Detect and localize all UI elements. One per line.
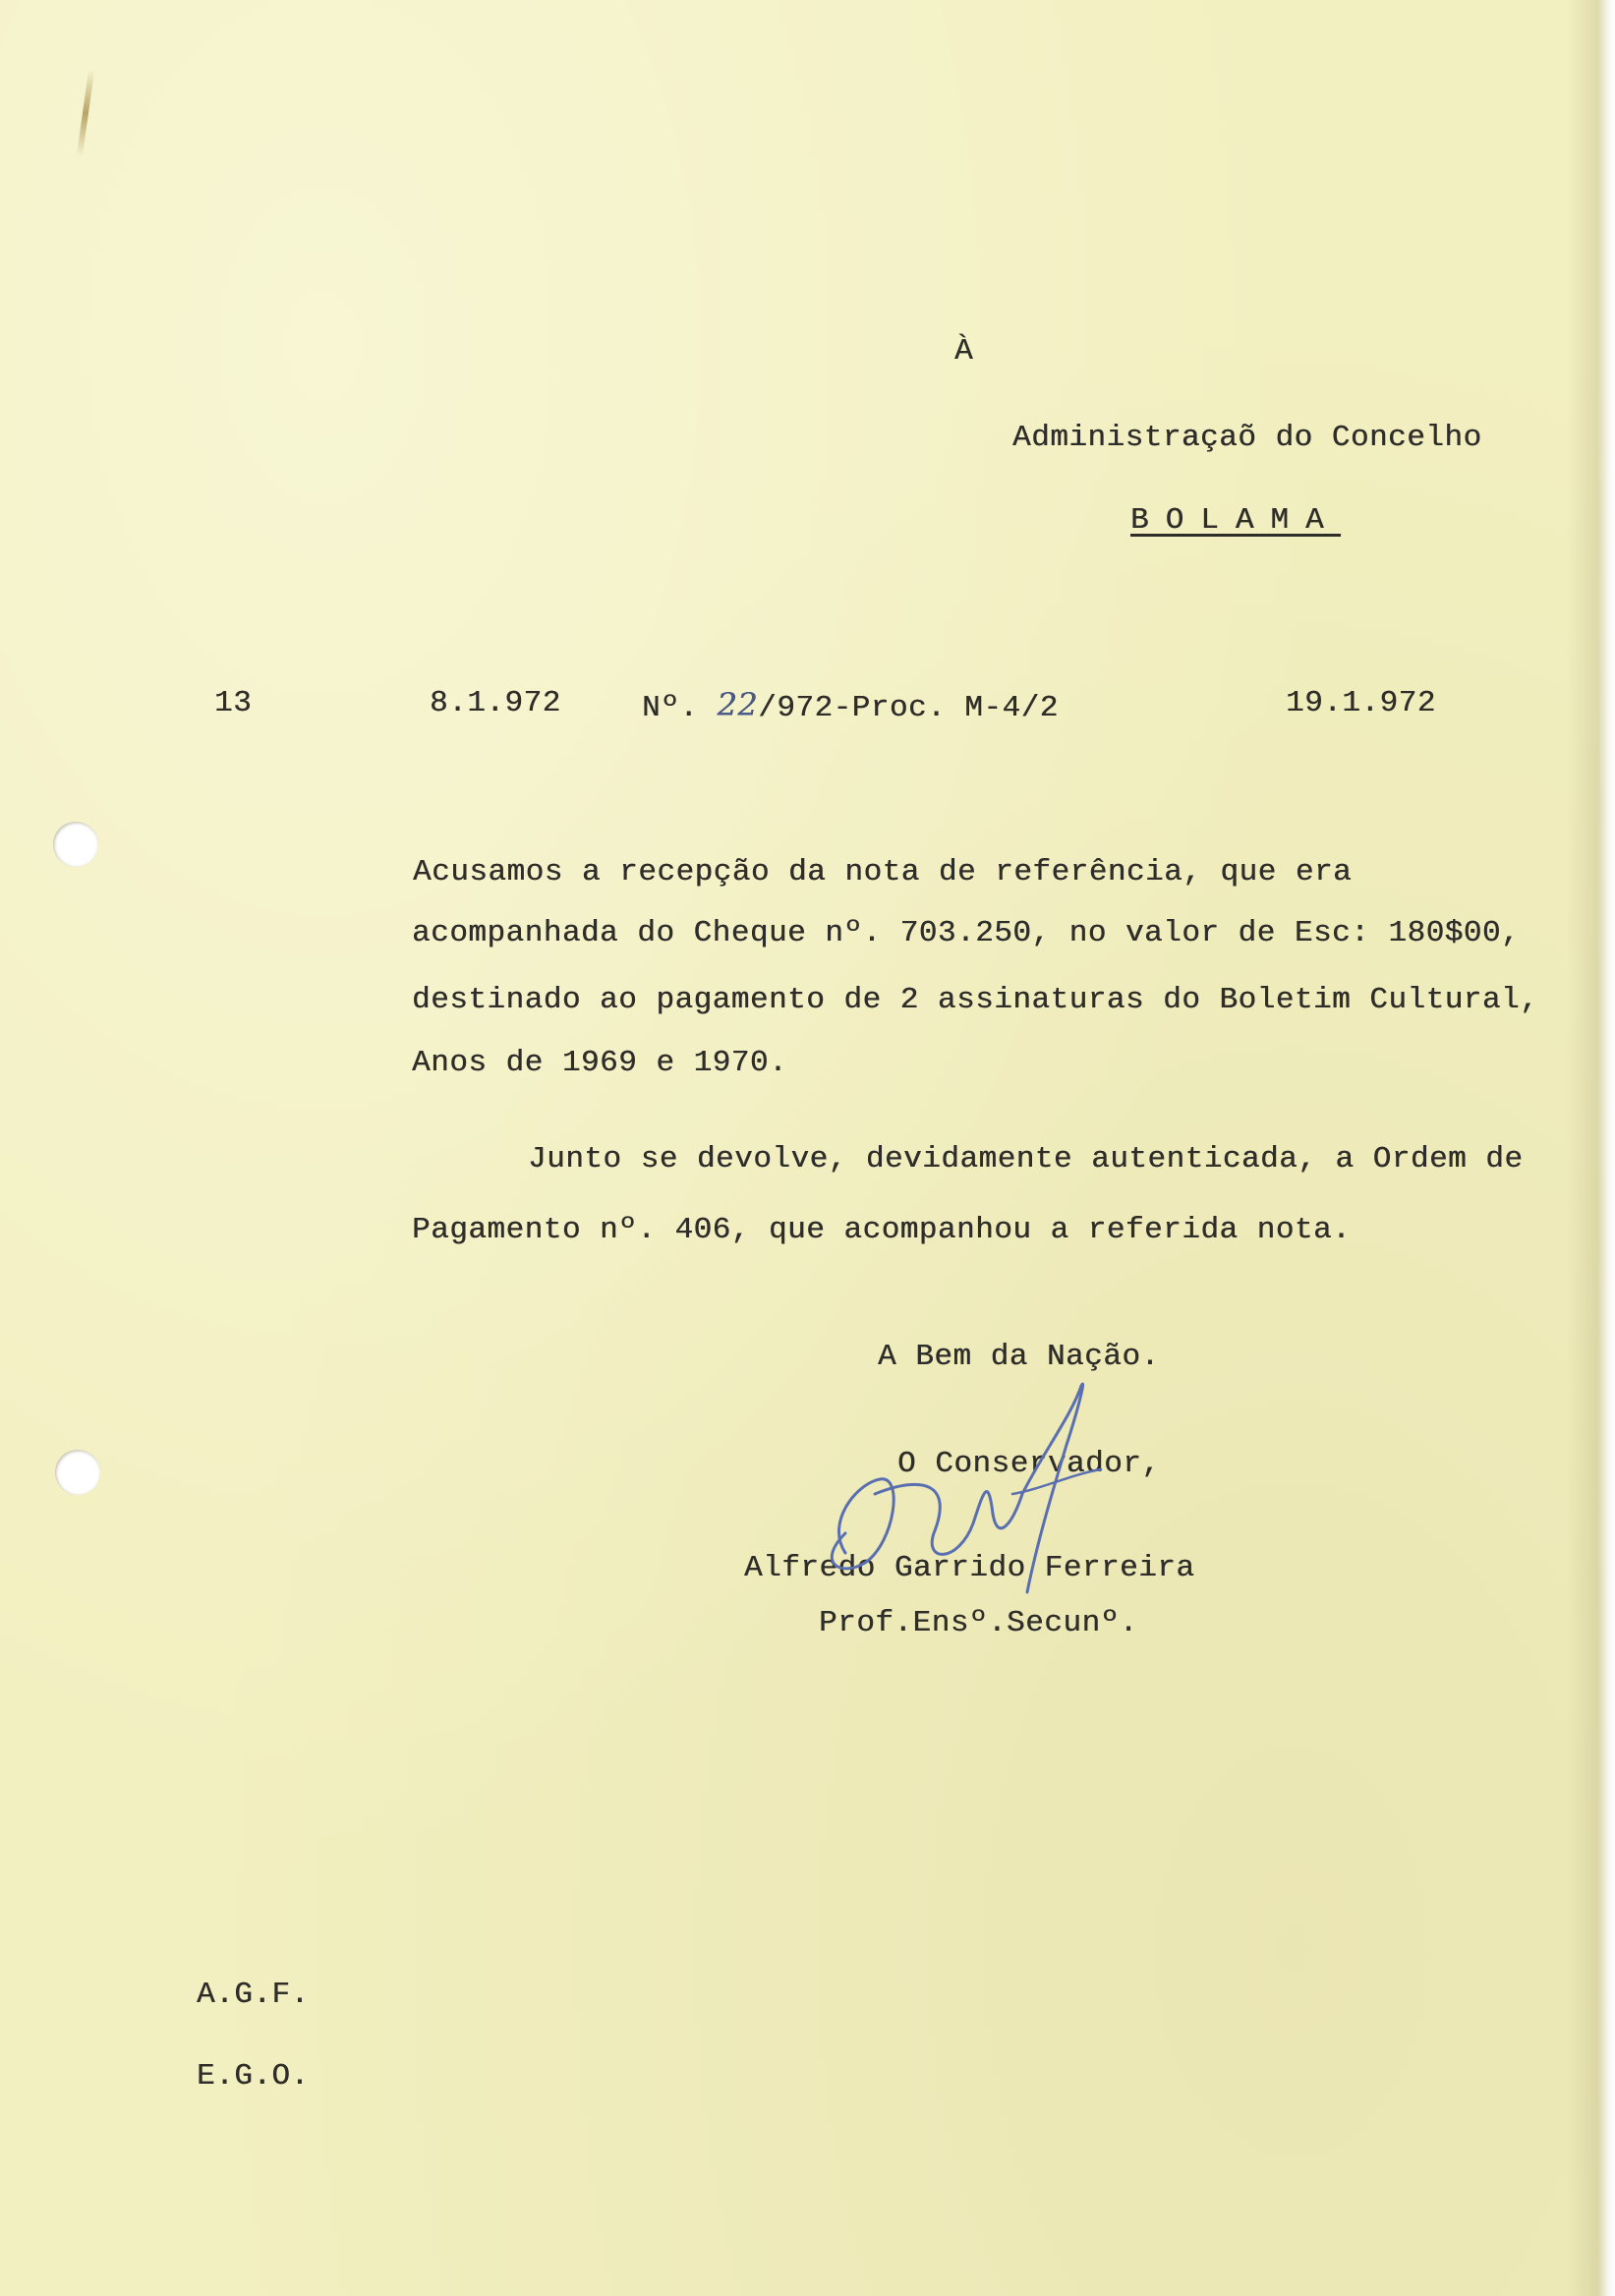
reference-no-prefix: Nº. — [642, 691, 699, 725]
reference-no-suffix: /972-Proc. M-4/2 — [758, 691, 1059, 725]
reference-date: 8.1.972 — [430, 686, 561, 720]
paper-edge — [1597, 0, 1615, 2296]
closing-salutation: A Bem da Nação. — [878, 1340, 1160, 1374]
body-line-4: Anos de 1969 e 1970. — [412, 1046, 788, 1080]
signer-title: O Conservador, — [897, 1447, 1161, 1481]
body-line-6: Pagamento nº. 406, que acompanhou a referida nota. — [412, 1213, 1352, 1247]
body-line-3: destinado ao pagamento de 2 assinaturas do Boletim Cultural, — [412, 983, 1539, 1017]
signer-name: Alfredo Garrido Ferreira — [744, 1551, 1195, 1585]
reference-handwritten-number: 22 — [717, 686, 759, 723]
signer-role: Prof.Ensº.Secunº. — [819, 1606, 1138, 1640]
punch-hole-bottom — [55, 1450, 100, 1495]
initials-1: A.G.F. — [197, 1978, 310, 2012]
recipient-office: Administraçaõ do Concelho — [1012, 421, 1482, 455]
body-line-2: acompanhada do Cheque nº. 703.250, no valor de Esc: 180$00, — [412, 916, 1521, 950]
reference-number: 13 — [214, 686, 253, 720]
initials-2: E.G.O. — [197, 2059, 310, 2094]
recipient-place: BOLAMA — [1130, 503, 1341, 538]
body-line-1: Acusamos a recepção da nota de referência, que era — [413, 855, 1353, 890]
handwritten-signature — [786, 1376, 1219, 1632]
letter-date: 19.1.972 — [1286, 686, 1436, 720]
reference-process-number — [642, 686, 1059, 725]
body-line-5: Junto se devolve, devidamente autenticada, a Ordem de — [528, 1142, 1524, 1177]
addressee-prefix: À — [954, 334, 974, 369]
punch-hole-top — [53, 822, 98, 867]
paper-stain — [77, 69, 94, 157]
